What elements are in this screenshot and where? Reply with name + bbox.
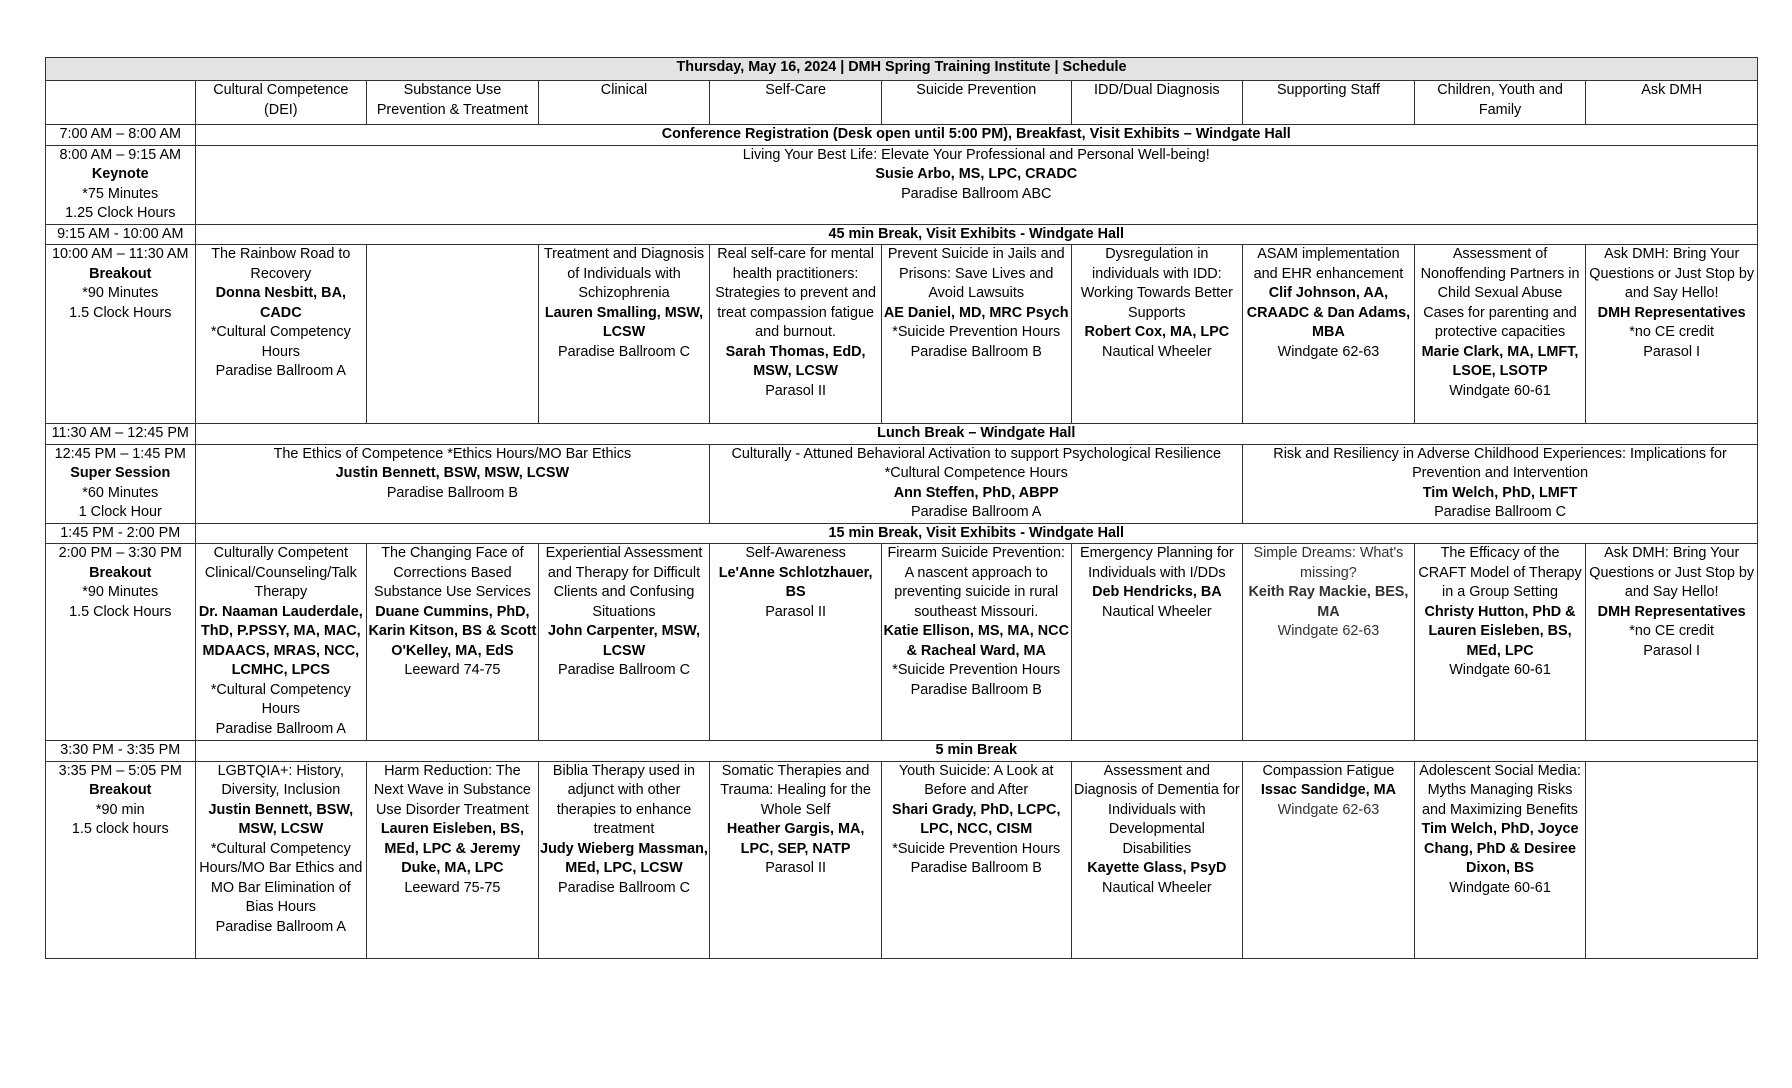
schedule-title: Thursday, May 16, 2024 | DMH Spring Training Institute | Schedule [46,58,1758,81]
session-title: Compassion Fatigue [1262,762,1395,779]
session-title: Harm Reduction: The Next Wave in Substance Use Disorder Treatment [373,762,531,818]
session-title: Biblia Therapy used in adjunct with other therapies to enhance treatment [552,762,696,837]
session-room: Leeward 74-75 [404,662,501,678]
break-row [46,224,1758,245]
session-speaker: Ann Steffen, PhD, ABPP [893,484,1059,501]
session-title: Treatment and Diagnosis of Individuals with Schizophrenia [543,246,705,301]
session-room: Parasol I [1643,343,1701,360]
session-title: Somatic Therapies and Trauma: Healing for the Whole Self [720,762,871,818]
session-cell [1414,544,1586,741]
session-cell [1414,761,1586,958]
session-speaker: Dr. Naaman Lauderdale, ThD, P.PSSY, MA, MAC, MDAACS, MRAS, NCC, LCMHC, LPCS [198,603,363,678]
super-session-cell [710,444,1243,523]
breakout-row-1 [46,245,1758,424]
session-note: *Cultural Competency Hours/MO Bar Ethics and MO Bar Elimination of Bias Hours [199,840,363,915]
session-title: Risk and Resiliency in Adverse Childhood Experiences: Implications for Prevention and Intervention [1273,445,1727,481]
session-room: Nautical Wheeler [1102,879,1212,896]
session-title: Culturally Competent Clinical/Counseling/Talk Therapy [204,545,357,600]
session-cell [881,245,1071,424]
session-cell [710,761,882,958]
time-cell: 9:15 AM - 10:00 AM [46,224,196,245]
session-cell [710,245,882,424]
lunch-text: Lunch Break – Windgate Hall [195,424,1757,445]
super-session-cell [195,444,710,523]
slot-time: 2:00 PM – 3:30 PM [58,545,182,561]
slot-duration: *60 Minutes [82,484,159,501]
title-row [46,58,1758,81]
session-note: *Cultural Competency Hours [210,681,351,717]
slot-hours: 1.5 Clock Hours [69,304,172,321]
session-title: Ask DMH: Bring Your Questions or Just Stop by and Say Hello! [1589,545,1755,600]
session-room: Paradise Ballroom A [215,720,346,737]
slot-hours: 1.25 Clock Hours [65,205,176,221]
session-title: The Rainbow Road to Recovery [211,246,351,282]
session-room: Leeward 75-75 [404,879,501,896]
track-header: Children, Youth and Family [1414,81,1586,125]
slot-label: Breakout [89,564,152,581]
session-speaker: Tim Welch, PhD, Joyce Chang, PhD & Desiree Dixon, BS [1421,821,1579,876]
session-title: Assessment and Diagnosis of Dementia for Individuals with Developmental Disabilities [1074,762,1240,857]
session-title: The Ethics of Competence *Ethics Hours/MO Bar Ethics [273,445,632,462]
track-header: Ask DMH [1586,81,1758,125]
track-header: Cultural Competence (DEI) [195,81,367,125]
session-room: Paradise Ballroom B [386,484,518,501]
session-speaker: Sarah Thomas, EdD, MSW, LCSW [725,343,866,379]
session-room: Paradise Ballroom B [910,343,1042,360]
session-title: Prevent Suicide in Jails and Prisons: Save Lives and Avoid Lawsuits [887,246,1065,301]
break-row [46,523,1758,544]
slot-hours: 1.5 clock hours [71,821,169,837]
session-speaker: Le'Anne Schlotzhauer, BS [718,564,873,600]
session-note: *Suicide Prevention Hours [892,324,1061,340]
session-title: Experiential Assessment and Therapy for Difficult Clients and Confusing Situations [545,545,703,620]
slot-hours: 1.5 Clock Hours [69,603,172,620]
session-title: Real self-care for mental health practitioners: Strategies to prevent and treat compassion fatigue and burnout. [715,246,876,340]
session-speaker: Christy Hutton, PhD & Lauren Eisleben, BS, MEd, LPC [1424,603,1576,659]
session-note: *Suicide Prevention Hours [892,662,1061,678]
session-room: Parasol II [765,382,826,399]
break-text: 15 min Break, Visit Exhibits - Windgate Hall [195,523,1757,544]
session-room: Windgate 62-63 [1277,801,1380,818]
breakout-row-2 [46,544,1758,741]
session-room: Paradise Ballroom C [558,662,690,678]
session-cell [367,761,539,958]
session-room: Paradise Ballroom C [1434,504,1567,520]
session-cell [195,544,367,741]
session-note: *no CE credit [1629,324,1715,340]
session-speaker: Lauren Smalling, MSW, LCSW [544,304,704,340]
registration-row [46,125,1758,146]
session-speaker: Justin Bennett, BSW, MSW, LCSW [335,465,570,481]
session-room: Windgate 60-61 [1449,382,1551,399]
session-room: Paradise Ballroom A [215,363,346,379]
session-speaker: Lauren Eisleben, BS, MEd, LPC & Jeremy Duke, MA, LPC [380,821,524,876]
keynote-session [195,145,1757,224]
slot-time: 8:00 AM – 9:15 AM [59,146,182,163]
session-note: *Cultural Competency Hours [210,324,351,360]
session-title: Simple Dreams: What's missing? [1253,545,1404,581]
track-header: Self-Care [710,81,882,125]
break-row [46,741,1758,762]
track-header: Supporting Staff [1243,81,1415,125]
session-cell [1586,245,1758,424]
slot-duration: *90 Minutes [82,584,159,600]
time-cell [46,544,196,741]
time-cell [46,761,196,958]
session-room: Windgate 62-63 [1277,343,1380,360]
session-room: Paradise Ballroom B [910,860,1042,876]
session-room: Paradise Ballroom ABC [901,185,1052,202]
session-title: Dysregulation in individuals with IDD: Working Towards Better Supports [1080,246,1233,321]
session-title: Self-Awareness [745,545,846,561]
session-cell [710,544,882,741]
slot-label: Super Session [70,465,171,481]
track-header-empty [46,81,196,125]
schedule-table [45,57,1758,959]
session-cell [538,544,710,741]
session-speaker: Heather Gargis, MA, LPC, SEP, NATP [726,821,865,857]
slot-time: 12:45 PM – 1:45 PM [54,445,186,462]
slot-duration: *90 min [95,801,145,818]
session-cell [1414,245,1586,424]
session-speaker: Issac Sandidge, MA [1260,782,1397,798]
registration-text: Conference Registration (Desk open until 5:00 PM), Breakfast, Visit Exhibits – Windgate Hall [195,125,1757,146]
slot-time: 10:00 AM – 11:30 AM [51,246,189,262]
session-cell-empty [1586,761,1758,958]
session-room: Windgate 60-61 [1449,879,1551,896]
session-speaker: John Carpenter, MSW, LCSW [548,623,700,659]
session-title: Ask DMH: Bring Your Questions or Just Stop by and Say Hello! [1589,246,1755,301]
track-header: Substance Use Prevention & Treatment [367,81,539,125]
session-cell [1586,544,1758,741]
session-speaker: Judy Wieberg Massman, MEd, LPC, LCSW [540,840,708,876]
session-note: *no CE credit [1629,623,1715,639]
session-room: Paradise Ballroom A [911,504,1042,520]
time-cell: 3:30 PM - 3:35 PM [46,741,196,762]
session-note: *Suicide Prevention Hours [892,840,1061,857]
session-cell [1243,544,1415,741]
session-speaker: DMH Representatives [1597,304,1746,321]
session-title: Living Your Best Life: Elevate Your Professional and Personal Well-being! [742,146,1210,163]
session-speaker: Susie Arbo, MS, LPC, CRADC [875,166,1078,182]
session-note: *Cultural Competence Hours [884,465,1068,481]
session-speaker: Clif Johnson, AA, CRAADC & Dan Adams, MBA [1246,285,1411,340]
session-cell [1071,245,1243,424]
session-speaker: Deb Hendricks, BA [1092,584,1222,600]
slot-label: Breakout [89,782,152,798]
track-header: Clinical [538,81,710,125]
time-cell [46,245,196,424]
session-room: Parasol I [1643,642,1701,659]
session-cell [195,245,367,424]
time-cell: 7:00 AM – 8:00 AM [46,125,196,146]
session-room: Nautical Wheeler [1102,343,1212,360]
keynote-row [46,145,1758,224]
session-cell [195,761,367,958]
session-speaker: DMH Representatives [1597,603,1746,620]
session-cell [538,245,710,424]
session-room: Windgate 60-61 [1449,662,1551,678]
track-header-row [46,81,1758,125]
slot-duration: *90 Minutes [82,285,159,301]
session-room: Paradise Ballroom C [558,879,690,896]
session-speaker: Keith Ray Mackie, BES, MA [1248,584,1409,620]
session-title: Culturally - Attuned Behavioral Activation to support Psychological Resilience [731,445,1221,462]
super-session-row [46,444,1758,523]
session-speaker: Donna Nesbitt, BA, CADC [215,285,346,321]
session-cell [1071,761,1243,958]
session-title: The Efficacy of the CRAFT Model of Therapy in a Group Setting [1418,545,1582,600]
session-speaker: Justin Bennett, BSW, MSW, LCSW [208,801,354,837]
session-cell [1071,544,1243,741]
time-cell [46,145,196,224]
session-cell [538,761,710,958]
session-title: Adolescent Social Media: Myths Managing Risks and Maximizing Benefits [1419,762,1581,818]
session-speaker: Marie Clark, MA, LMFT, LSOE, LSOTP [1421,343,1579,379]
session-room: Paradise Ballroom C [558,343,690,360]
time-cell: 11:30 AM – 12:45 PM [46,424,196,445]
session-room: Paradise Ballroom A [215,918,346,935]
session-title: ASAM implementation and EHR enhancement [1253,246,1404,282]
session-cell [367,544,539,741]
time-cell: 1:45 PM - 2:00 PM [46,523,196,544]
session-speaker: Kayette Glass, PsyD [1087,860,1227,876]
lunch-row [46,424,1758,445]
session-cell [1243,245,1415,424]
session-room: Paradise Ballroom B [910,681,1042,698]
session-speaker: Robert Cox, MA, LPC [1084,324,1230,340]
session-speaker: AE Daniel, MD, MRC Psych [883,304,1069,321]
session-room: Windgate 62-63 [1277,623,1380,639]
session-title: Assessment of Nonoffending Partners in Child Sexual Abuse Cases for parenting and protective capacities [1420,246,1580,340]
slot-label: Keynote [91,166,149,182]
session-title: Emergency Planning for Individuals with I/DDs [1080,545,1234,581]
track-header: Suicide Prevention [881,81,1071,125]
session-cell [881,761,1071,958]
slot-label: Breakout [89,265,152,282]
session-room: Parasol II [765,860,826,876]
slot-time: 3:35 PM – 5:05 PM [58,762,182,779]
slot-hours: 1 Clock Hour [78,504,162,520]
break-text: 45 min Break, Visit Exhibits - Windgate Hall [195,224,1757,245]
session-title: Firearm Suicide Prevention: A nascent approach to preventing suicide in rural southeast Missouri. [887,545,1065,620]
time-cell [46,444,196,523]
session-speaker: Shari Grady, PhD, LCPC, LPC, NCC, CISM [891,801,1061,837]
session-cell-empty [367,245,539,424]
session-title: The Changing Face of Corrections Based Substance Use Services [374,545,531,600]
session-room: Nautical Wheeler [1102,603,1212,620]
session-speaker: Duane Cummins, PhD, Karin Kitson, BS & Scott O'Kelley, MA, EdS [368,603,537,659]
session-title: LGBTQIA+: History, Diversity, Inclusion [217,762,345,798]
slot-duration: *75 Minutes [82,185,159,202]
break-text: 5 min Break [195,741,1757,762]
session-room: Parasol II [765,603,826,620]
super-session-cell [1243,444,1758,523]
breakout-row-3 [46,761,1758,958]
session-cell [1243,761,1415,958]
session-speaker: Katie Ellison, MS, MA, NCC & Racheal Ward, MA [883,623,1069,659]
session-cell [881,544,1071,741]
session-title: Youth Suicide: A Look at Before and After [898,762,1054,798]
session-speaker: Tim Welch, PhD, LMFT [1422,484,1578,501]
track-header: IDD/Dual Diagnosis [1071,81,1243,125]
